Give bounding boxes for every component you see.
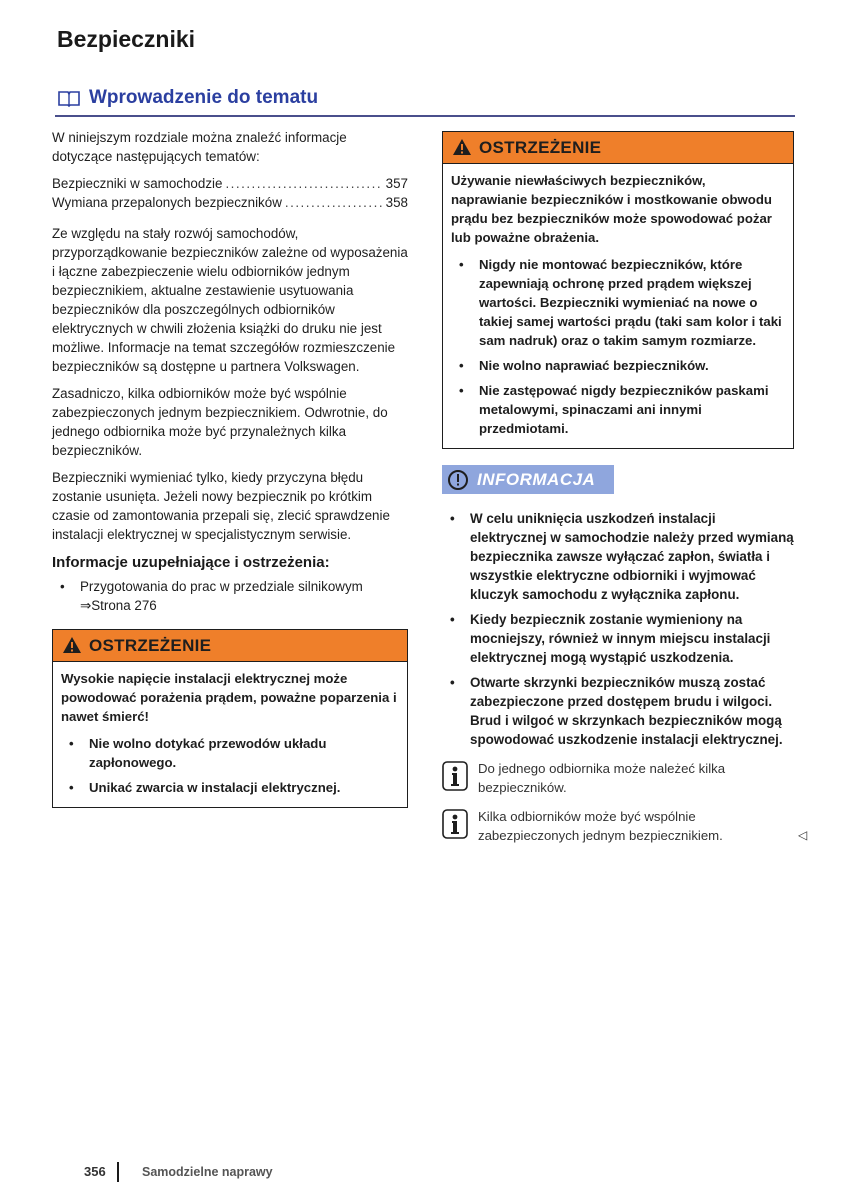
warning-triangle-icon	[62, 636, 82, 654]
toc-entry[interactable]	[52, 193, 408, 212]
body-paragraph: Zasadniczo, kilka odbiorników może być wspólnie zabezpieczonych jednym bezpiecznikiem. Odwrotnie, do jednego odbiornika może być przynależnych kilka bezpieczników.	[52, 386, 388, 458]
warning-body	[53, 662, 407, 807]
warning-box	[442, 131, 794, 449]
warning-box	[52, 629, 408, 808]
warning-list	[61, 734, 399, 797]
section-title: Wprowadzenie do tematu	[89, 87, 319, 108]
reference-link[interactable]: • Przygotowania do prac w przedziale silnikowym ⇒Strona 276	[52, 577, 408, 615]
subheading: Informacje uzupełniające i ostrzeżenia:	[52, 554, 330, 571]
warning-item: • Nigdy nie montować bezpieczników, które zapewniają ochronę przed prądem większej wartości. Bezpieczniki wymieniać na nowe o takiej samej wartości prądu (taki sam kolor i taki sam nadruk) oraz o takim samym rozmiarze.	[451, 255, 785, 350]
toc-leader-dots	[285, 193, 383, 212]
right-column	[442, 131, 794, 853]
chapter-name: Samodzielne naprawy	[142, 1165, 273, 1179]
toc-entry-label: Wymiana przepalonych bezpieczników	[52, 195, 282, 210]
warning-header	[443, 132, 793, 164]
end-of-section-marker: ◁	[798, 828, 808, 842]
toc-entry[interactable]	[52, 174, 408, 193]
warning-text: Używanie niewłaściwych bezpieczników, naprawianie bezpieczników i mostkowanie obwodu prądu bez bezpieczników może spowodować pożar lub poważne obrażenia.	[451, 173, 772, 245]
note-text: Kilka odbiorników może być wspólnie zabezpieczonych jednym bezpiecznikiem.	[478, 809, 723, 843]
info-title: INFORMACJA	[477, 470, 596, 489]
note-info-icon	[442, 761, 468, 791]
toc-entry-label: Bezpieczniki w samochodzie	[52, 176, 223, 191]
info-list	[442, 509, 794, 749]
info-item: • Otwarte skrzynki bezpieczników muszą zostać zabezpieczone przed dostępem brudu i wilgoci. Brud i wilgoć w skrzynkach bezpieczników mogą spowodować uszkodzenie instalacji elektrycznej.	[442, 673, 794, 749]
info-header	[442, 465, 614, 494]
section-header	[55, 85, 795, 117]
warning-item: • Unikać zwarcia w instalacji elektrycznej.	[61, 778, 399, 797]
intro-text: W niniejszym rozdziale można znaleźć informacje dotyczące następujących tematów:	[52, 130, 347, 164]
warning-item: • Nie zastępować nigdy bezpieczników paskami metalowymi, spinaczami ani innymi przedmiotami.	[451, 381, 785, 438]
warning-text: Wysokie napięcie instalacji elektrycznej może powodować porażenia prądem, poważne poparzenia i nawet śmierć!	[61, 671, 397, 724]
warning-item: • Nie wolno dotykać przewodów układu zapłonowego.	[61, 734, 399, 772]
warning-title: OSTRZEŻENIE	[479, 138, 602, 157]
toc-entry-page: 357	[385, 176, 408, 191]
page-number: 356	[84, 1164, 106, 1179]
warning-header	[53, 630, 407, 662]
page-title: Bezpieczniki	[57, 26, 196, 52]
info-item: • Kiedy bezpiecznik zostanie wymieniony na mocniejszy, również w innym miejscu instalacji elektrycznej mogą wystąpić uszkodzenia.	[442, 610, 794, 667]
note	[442, 807, 794, 845]
footer-divider	[117, 1162, 119, 1182]
note-info-icon	[442, 809, 468, 839]
left-column	[52, 128, 408, 808]
note	[442, 759, 794, 797]
book-icon	[58, 89, 80, 107]
body-paragraph: Ze względu na stały rozwój samochodów, przyporządkowanie bezpieczników zależne od wyposażenia i łączne zabezpieczenie wielu odbiorników jednym bezpiecznikiem, aktualne zestawienie usytuowania bezpieczników dla poszczególnych odbiorników elektrycznych w chwili złożenia książki do druku nie jest możliwe. Informacje na temat szczegółów rozmieszczenie bezpieczników są dostępne u partnera Volkswagen.	[52, 226, 408, 374]
toc-leader-dots	[225, 174, 382, 193]
note-text: Do jednego odbiornika może należeć kilka bezpieczników.	[478, 761, 726, 795]
body-paragraph: Bezpieczniki wymieniać tylko, kiedy przyczyna błędu zostanie usunięta. Jeżeli nowy bezpiecznik po krótkim czasie od zamontowania przepali się, zlecić sprawdzenie instalacji elektrycznej w specjalistycznym serwisie.	[52, 470, 390, 542]
warning-body	[443, 164, 793, 448]
reference-list	[52, 577, 408, 615]
warning-title: OSTRZEŻENIE	[89, 636, 212, 655]
warning-triangle-icon	[452, 138, 472, 156]
table-of-contents	[52, 174, 408, 212]
info-circle-icon	[447, 469, 469, 491]
warning-list	[451, 255, 785, 438]
info-item: • W celu uniknięcia uszkodzeń instalacji elektrycznej w samochodzie należy przed wymianą bezpiecznika zawsze wyłączać zapłon, światła i wszystkie elektryczne odbiorniki i wyjmować kluczyk samochodu z wyłącznika zapłonu.	[442, 509, 794, 604]
toc-entry-page: 358	[385, 195, 408, 210]
warning-item: • Nie wolno naprawiać bezpieczników.	[451, 356, 785, 375]
